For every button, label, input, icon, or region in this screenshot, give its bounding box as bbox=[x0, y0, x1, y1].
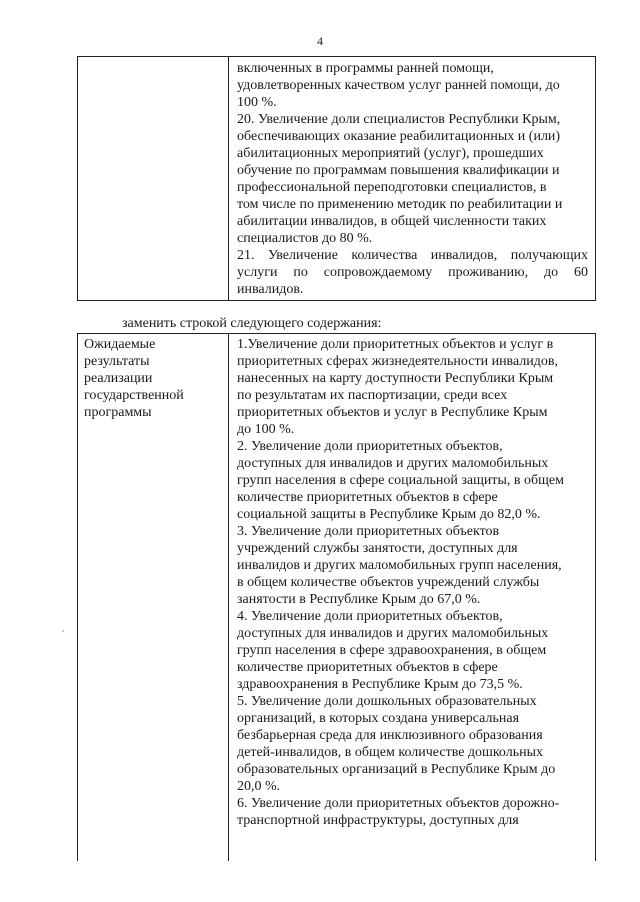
table2-line: приоритетных сферах жизнедеятельности инвалидов, bbox=[237, 354, 559, 369]
table-continuation bbox=[77, 56, 596, 301]
table2-line: транспортной инфраструктуры, доступных для bbox=[237, 813, 519, 828]
table2-line: здравоохранения в Республике Крым до 73,5 %. bbox=[237, 677, 523, 692]
table2-line: 4. Увеличение доли приоритетных объектов, bbox=[237, 609, 503, 624]
table2-line: безбарьерная среда для инклюзивного образования bbox=[237, 728, 543, 743]
row-header-line: результаты bbox=[84, 354, 150, 369]
table2-line: групп населения в сфере здравоохранения, в общем bbox=[237, 643, 547, 658]
table2-line: инвалидов и других маломобильных групп населения, bbox=[237, 558, 562, 573]
table2-line: количестве приоритетных объектов в сфере bbox=[237, 490, 498, 505]
table1-line: обучение по программам повышения квалификации и bbox=[237, 163, 560, 178]
table2-line: по результатам их паспортизации, среди всех bbox=[237, 388, 508, 403]
table2-line: в общем количестве объектов учреждений службы bbox=[237, 575, 540, 590]
table1-line: 100 %. bbox=[237, 95, 277, 110]
table2-line: 6. Увеличение доли приоритетных объектов дорожно- bbox=[237, 796, 560, 811]
table1-line: услуги по сопровождаемому проживанию, до 60 bbox=[237, 265, 588, 280]
table2-line: нанесенных на карту доступности Республики Крым bbox=[237, 371, 554, 386]
table1-line: специалистов до 80 %. bbox=[237, 231, 373, 246]
table2-line: детей-инвалидов, в общем количестве дошкольных bbox=[237, 745, 544, 760]
table2-line: 2. Увеличение доли приоритетных объектов, bbox=[237, 439, 503, 454]
row-header-line: реализации bbox=[84, 371, 153, 386]
row-header-line: Ожидаемые bbox=[84, 337, 156, 352]
table1-line: том числе по применению методик по реабилитации и bbox=[237, 197, 563, 212]
table1-line: 20. Увеличение доли специалистов Республики Крым, bbox=[237, 112, 561, 127]
table2-line: образовательных организаций в Республике Крым до bbox=[237, 762, 556, 777]
table-expected-results bbox=[77, 333, 596, 861]
table2-line: 20,0 %. bbox=[237, 779, 281, 794]
table1-line: 21. Увеличение количества инвалидов, получающих bbox=[237, 248, 588, 263]
page-number: 4 bbox=[317, 34, 323, 48]
table2-line: организаций, в которых создана универсальная bbox=[237, 711, 520, 726]
table2-line: 5. Увеличение доли дошкольных образовательных bbox=[237, 694, 537, 709]
table2-line: приоритетных объектов и услуг в Республике Крым bbox=[237, 405, 548, 420]
table1-line: профессиональной переподготовки специалистов, в bbox=[237, 180, 547, 195]
table-column-divider bbox=[228, 57, 229, 300]
table1-line: удовлетворенных качеством услуг ранней помощи, до bbox=[237, 78, 560, 93]
table2-line: доступных для инвалидов и других маломобильных bbox=[237, 626, 549, 641]
table2-line: до 100 %. bbox=[237, 422, 295, 437]
table2-line: социальной защиты в Республике Крым до 82,0 %. bbox=[237, 507, 541, 522]
table1-line: инвалидов. bbox=[237, 282, 304, 297]
table2-line: групп населения в сфере социальной защиты, в общем bbox=[237, 473, 564, 488]
table2-line: учреждений службы занятости, доступных для bbox=[237, 541, 518, 556]
row-header-line: программы bbox=[84, 405, 152, 420]
table-column-divider bbox=[228, 334, 229, 861]
row-header-line: государственной bbox=[84, 388, 184, 403]
table1-line: абилитационных мероприятий (услуг), прошедших bbox=[237, 146, 544, 161]
table2-line: количестве приоритетных объектов в сфере bbox=[237, 660, 498, 675]
table2-line: доступных для инвалидов и других маломобильных bbox=[237, 456, 549, 471]
table2-line: занятости в Республике Крым до 67,0 %. bbox=[237, 592, 481, 607]
table1-line: включенных в программы ранней помощи, bbox=[237, 61, 494, 76]
table2-line: 3. Увеличение доли приоритетных объектов bbox=[237, 524, 500, 539]
table1-line: абилитации инвалидов, в общей численности таких bbox=[237, 214, 547, 229]
table1-line: обеспечивающих оказание реабилитационных и (или) bbox=[237, 129, 561, 144]
table2-line: 1.Увеличение доли приоритетных объектов и услуг в bbox=[237, 337, 554, 352]
scan-speck bbox=[62, 630, 64, 632]
replace-instruction: заменить строкой следующего содержания: bbox=[122, 316, 382, 331]
